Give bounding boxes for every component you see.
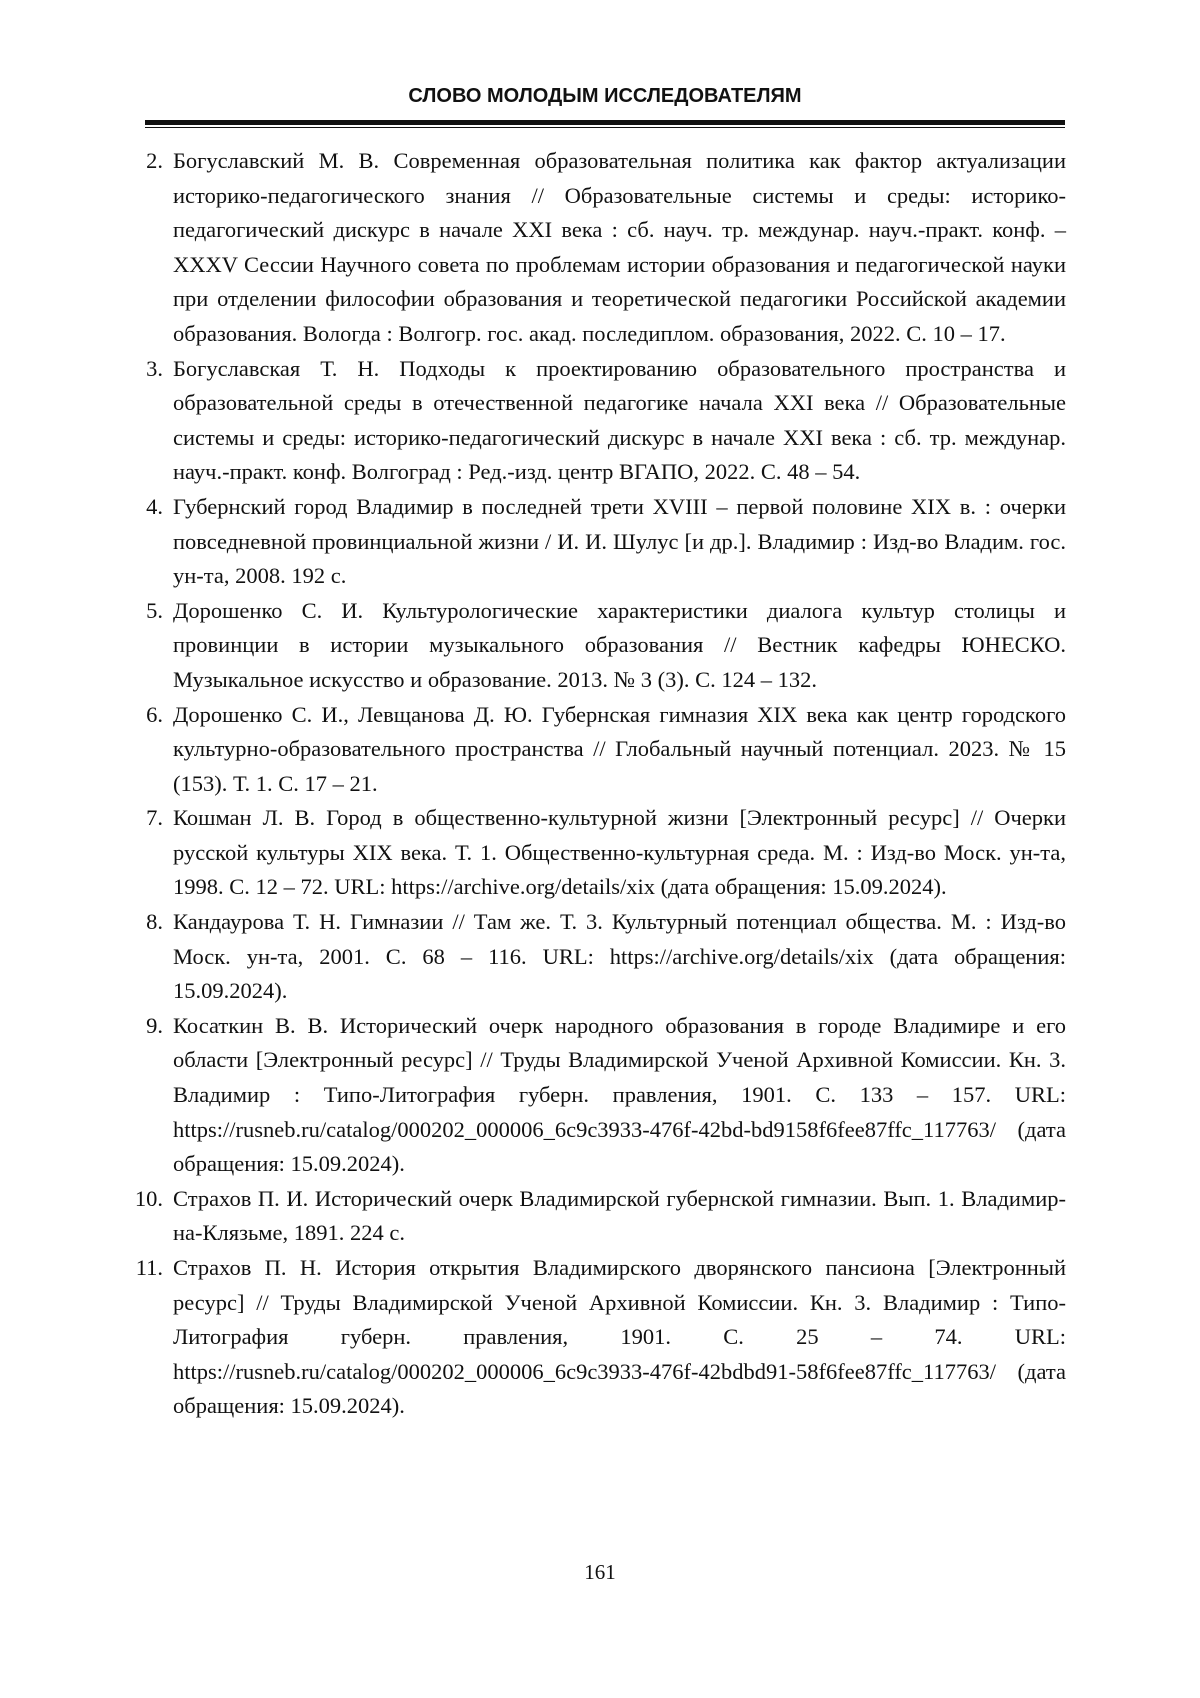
reference-text: Богуславская Т. Н. Подходы к проектированию образовательного пространства и образовательной среды в отечественной педагогике начала XXI века // Образовательные системы и среды: историко-педагогический дискурс в начале XXI века : сб. тр. междунар. науч.-практ. конф. Волгоград : Ред.-изд. центр ВГАПО, 2022. С. 48 – 54. <box>173 356 1066 485</box>
reference-item <box>120 905 1066 1009</box>
running-head: СЛОВО МОЛОДЫМ ИССЛЕДОВАТЕЛЯМ <box>145 84 1065 108</box>
reference-text: Дорошенко С. И., Левщанова Д. Ю. Губернская гимназия XIX века как центр городского культурно-образовательного пространства // Глобальный научный потенциал. 2023. № 15 (153). Т. 1. С. 17 – 21. <box>173 702 1066 796</box>
reference-text: Страхов П. Н. История открытия Владимирского дворянского пансиона [Электронный ресурс] // Труды Владимирской Ученой Архивной Комиссии. Кн. 3. Владимир : Типо-Литография губерн. правления, 1901. С. 25 – 74. URL: https://rusneb.ru/catalog/000202_000006_6c9c3933-476f-42bdbd91-58f6fee87ffc_117763/ (дата обращения: 15.09.2024). <box>173 1255 1066 1418</box>
reference-number: 3. <box>120 352 163 387</box>
reference-number: 5. <box>120 594 163 629</box>
reference-text: Косаткин В. В. Исторический очерк народного образования в городе Владимире и его области [Электронный ресурс] // Труды Владимирской Ученой Архивной Комиссии. Кн. 3. Владимир : Типо-Литография губерн. правления, 1901. С. 133 – 157. URL: https://rusneb.ru/catalog/000202_000006_6c9c3933-476f-42bd-bd9158f6fee87ffc_117763/ (дата обращения: 15.09.2024). <box>173 1013 1066 1176</box>
reference-text: Дорошенко С. И. Культурологические характеристики диалога культур столицы и провинции в истории музыкального образования // Вестник кафедры ЮНЕСКО. Музыкальное искусство и образование. 2013. № 3 (3). С. 124 – 132. <box>173 598 1066 692</box>
reference-number: 2. <box>120 144 163 179</box>
reference-item <box>120 1009 1066 1182</box>
reference-item <box>120 352 1066 490</box>
reference-number: 10. <box>120 1182 163 1217</box>
reference-number: 9. <box>120 1009 163 1044</box>
reference-text: Богуславский М. В. Современная образовательная политика как фактор актуализации историко-педагогического знания // Образовательные системы и среды: историко-педагогический дискурс в начале XXI века : сб. науч. тр. междунар. науч.-практ. конф. – XXXV Сессии Научного совета по проблемам истории образования и педагогической науки при отделении философии образования и теоретической педагогики Российской академии образования. Вологда : Волгогр. гос. акад. последиплом. образования, 2022. С. 10 – 17. <box>173 148 1066 346</box>
reference-item <box>120 1182 1066 1251</box>
reference-item <box>120 1251 1066 1424</box>
reference-item <box>120 144 1066 352</box>
reference-number: 11. <box>120 1251 163 1286</box>
reference-item <box>120 490 1066 594</box>
reference-number: 4. <box>120 490 163 525</box>
reference-number: 6. <box>120 698 163 733</box>
reference-text: Губернский город Владимир в последней трети XVIII – первой половине XIX в. : очерки повседневной провинциальной жизни / И. И. Шулус [и др.]. Владимир : Изд-во Владим. гос. ун-та, 2008. 192 с. <box>173 494 1066 588</box>
reference-number: 8. <box>120 905 163 940</box>
reference-text: Кошман Л. В. Город в общественно-культурной жизни [Электронный ресурс] // Очерки русской культуры XIX века. Т. 1. Общественно-культурная среда. М. : Изд-во Моск. ун-та, 1998. С. 12 – 72. URL: https://archive.org/details/xix (дата обращения: 15.09.2024). <box>173 805 1066 899</box>
reference-text: Страхов П. И. Исторический очерк Владимирской губернской гимназии. Вып. 1. Владимир-на-Клязьме, 1891. 224 с. <box>173 1186 1066 1246</box>
header-rule-thin <box>145 127 1065 128</box>
document-page <box>0 0 1200 1698</box>
reference-item <box>120 801 1066 905</box>
reference-number: 7. <box>120 801 163 836</box>
reference-item <box>120 698 1066 802</box>
reference-list <box>120 144 1066 1424</box>
reference-text: Кандаурова Т. Н. Гимназии // Там же. Т. 3. Культурный потенциал общества. М. : Изд-во Моск. ун-та, 2001. С. 68 – 116. URL: https://archive.org/details/xix (дата обращения: 15.09.2024). <box>173 909 1066 1003</box>
reference-item <box>120 594 1066 698</box>
page-number: 161 <box>0 1559 1200 1585</box>
header-rule-thick <box>145 120 1065 125</box>
